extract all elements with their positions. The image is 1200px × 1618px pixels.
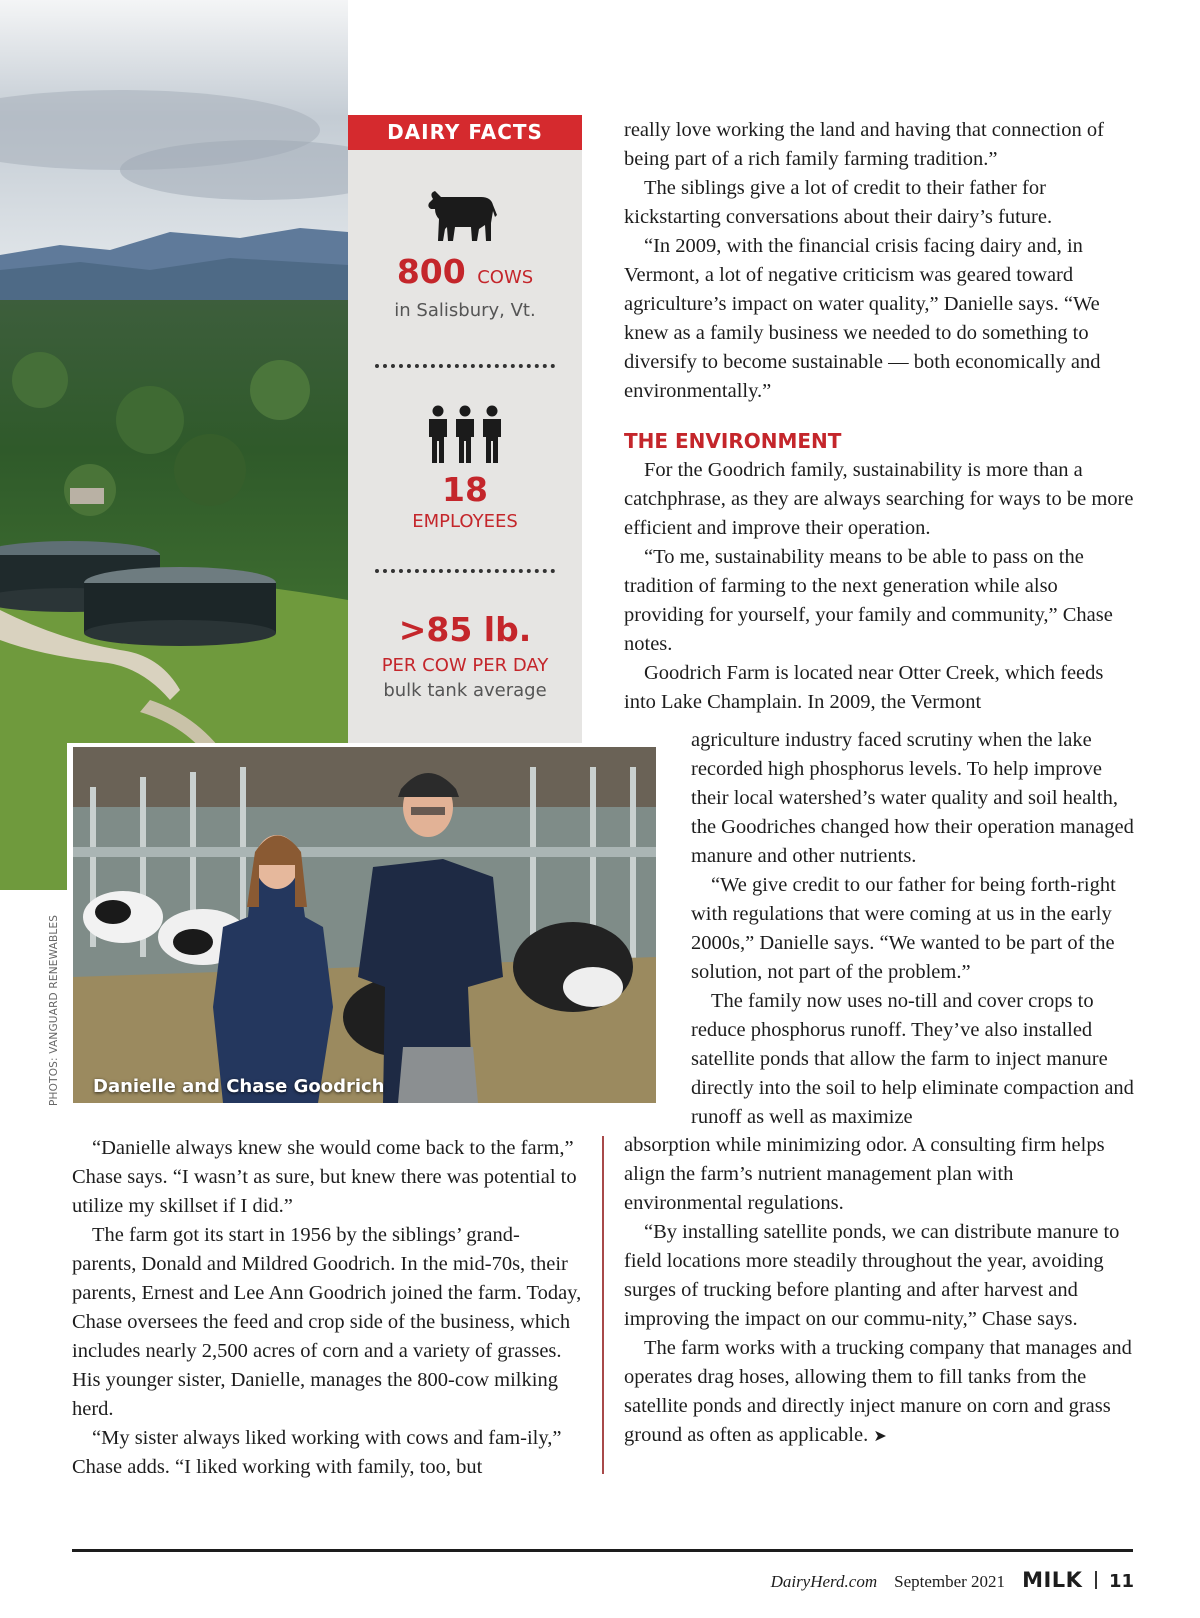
fact-cows-value [348,252,582,298]
footer-site: DairyHerd.com [770,1572,878,1591]
right-paragraph-10 [624,1334,1134,1451]
family-photo [73,747,656,1103]
section-heading: THE ENVIRONMENT [624,429,842,453]
footer-separator [1095,1571,1097,1589]
fact-employees-label: EMPLOYEES [412,511,518,532]
fact-employees-value: 18 [442,470,488,509]
family-photo-frame [67,743,657,1107]
cows-number: 800 [396,252,466,291]
right-paragraph-5: “To me, sustainability means to be able to pass on the tradition of farming to the next generation while also providing for yourself, your family and community,” Chase notes. [624,546,1113,655]
left-column [72,1134,582,1482]
fact-cows-location: in Salisbury, Vt. [394,300,536,321]
right-paragraph-6b: agriculture industry faced scrutiny when the lake recorded high phosphorus levels. To help improve their local watershed’s water quality and soil health, the Goodriches changed how their operation managed manure and other nutrients. [691,729,1134,867]
right-column-bottom [624,1131,1134,1451]
right-paragraph-4: For the Goodrich family, sustainability is more than a catchphrase, as they are always searching for ways to be more efficient and improve their operation. [624,459,1134,539]
continue-arrow-icon: ➤ [873,1428,887,1445]
dotted-divider [375,569,555,573]
cows-unit: COWS [477,267,534,288]
fact-yield-sub: bulk tank average [383,680,547,701]
right-column-top [624,116,1134,717]
page-footer [771,1568,1134,1592]
footer-rule [72,1549,1133,1552]
dairy-facts-sidebar [348,115,582,745]
right-paragraph-8a: The family now uses no-till and cover crops to reduce phosphorus runoff. They’ve also installed satellite ponds that allow the farm to inject manure directly into the soil to help eliminate compaction and runoff as well as maximize [691,990,1134,1128]
right-paragraph-2: The siblings give a lot of credit to their father for kickstarting conversations about their dairy’s future. [624,177,1053,228]
column-divider [602,1136,604,1474]
left-paragraph-2: The farm got its start in 1956 by the siblings’ grand-parents, Donald and Mildred Goodrich. In the mid-70s, their parents, Ernest and Lee Ann Goodrich joined the farm. Today, Chase oversees the feed and crop side of the business, which includes nearly 2,500 acres of corn and a variety of grasses. His younger sister, Danielle, manages the 800-cow milking herd. [72,1224,582,1420]
left-paragraph-3: “My sister always liked working with cows and fam-ily,” Chase adds. “I liked working with family, too, but [72,1427,562,1478]
left-paragraph-1: “Danielle always knew she would come back to the farm,” Chase says. “I wasn’t as sure, but knew there was potential to utilize my skillset if I did.” [72,1137,577,1217]
right-paragraph-7: “We give credit to our father for being forth-right with regulations that were coming at us in the early 2000s,” Danielle says. “We wanted to be part of the solution, not part of the problem.” [691,874,1116,983]
fact-yield-value: >85 lb. [398,610,532,649]
right-paragraph-3: “In 2009, with the financial crisis facing dairy and, in Vermont, a lot of negative criticism was geared toward agriculture’s impact on water quality,” Danielle says. “We knew as a family business we needed to do something to diversify to become sustainable — both economically and environmentally.” [624,235,1101,402]
sidebar-title: DAIRY FACTS [348,115,582,150]
right-paragraph-8b: absorption while minimizing odor. A consulting firm helps align the farm’s nutrient management plan with environmental regulations. [624,1134,1105,1214]
photo-caption: Danielle and Chase Goodrich [93,1076,385,1097]
dotted-divider [375,364,555,368]
right-paragraph-9: “By installing satellite ponds, we can distribute manure to field locations more steadily throughout the year, avoiding surges of trucking before planting and after harvest and improving the impact on our commu-nity,” Chase says. [624,1221,1120,1330]
footer-brand-logo: MILK [1022,1568,1083,1592]
right-paragraph-1: really love working the land and having that connection of being part of a rich family farming tradition.” [624,119,1104,170]
photo-credit: PHOTOS: VANGUARD RENEWABLES [48,914,60,1106]
page-number: 11 [1108,1571,1134,1592]
cow-icon [427,185,503,245]
right-paragraph-10-text: The farm works with a trucking company that manages and operates drag hoses, allowing them to fill tanks from the satellite ponds and directly inject manure on corn and grass ground as often as applicable. [624,1337,1132,1446]
fact-yield-label: PER COW PER DAY [381,655,549,676]
right-column-wrap [691,726,1134,1132]
people-icon [425,405,505,463]
right-paragraph-6a: Goodrich Farm is located near Otter Creek, which feeds into Lake Champlain. In 2009, the Vermont [624,662,1104,713]
footer-date: September 2021 [894,1572,1006,1591]
